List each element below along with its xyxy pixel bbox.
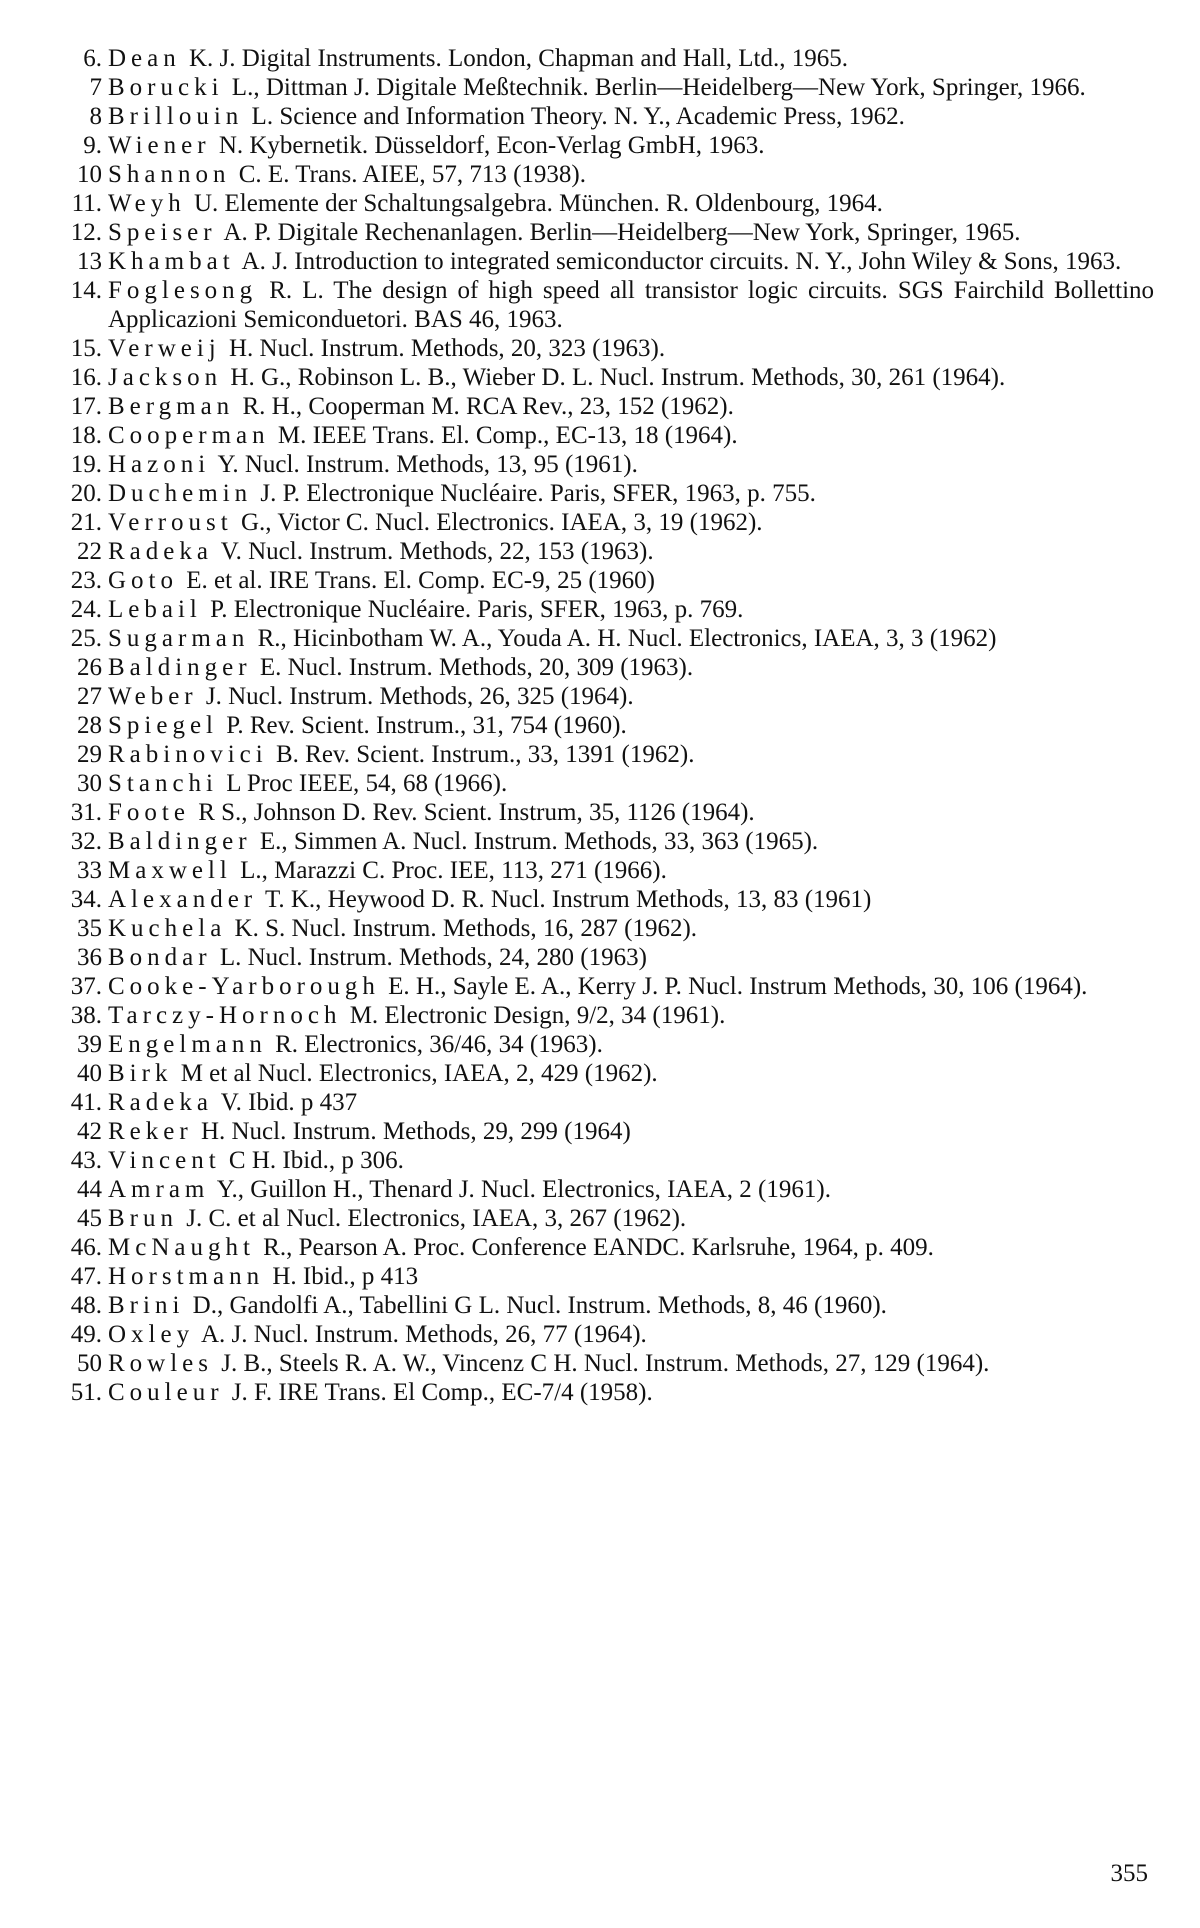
reference-item — [58, 189, 1154, 218]
reference-number: 36 — [77, 944, 102, 971]
reference-text: P. Electronique Nucléaire. Paris, SFER, 1963, p. 769. — [210, 596, 744, 623]
reference-list — [58, 44, 1154, 1407]
reference-text: L., Marazzi C. Proc. IEE, 113, 271 (1966). — [240, 857, 667, 884]
reference-first-author: Tarczy-Hornoch — [108, 1002, 342, 1029]
reference-text: V. Ibid. p 437 — [220, 1089, 358, 1116]
reference-first-author: Brillouin — [108, 103, 244, 130]
reference-number: 31. — [70, 799, 102, 826]
reference-text: H. G., Robinson L. B., Wieber D. L. Nucl. Instrum. Methods, 30, 261 (1964). — [230, 364, 1006, 391]
reference-first-author: Khambat — [108, 248, 235, 275]
reference-number: 40 — [77, 1060, 102, 1087]
reference-item — [58, 392, 1154, 421]
reference-text: R. H., Cooperman M. RCA Rev., 23, 152 (1962). — [242, 393, 734, 420]
reference-item — [58, 218, 1154, 247]
reference-item — [58, 1204, 1154, 1233]
reference-number: 32. — [70, 828, 102, 855]
reference-item — [58, 769, 1154, 798]
reference-first-author: Verweij — [108, 335, 221, 362]
reference-text: E. et al. IRE Trans. El. Comp. EC-9, 25 (1960) — [186, 567, 655, 594]
reference-number: 15. — [70, 335, 102, 362]
reference-text: R. L. The design of high speed all transistor logic circuits. SGS Fairchild Bollettino Applicazioni Semiconduetori. BAS 46, 1963. — [108, 277, 1155, 333]
reference-item — [58, 711, 1154, 740]
reference-text: E. Nucl. Instrum. Methods, 20, 309 (1963). — [259, 654, 694, 681]
reference-text: B. Rev. Scient. Instrum., 33, 1391 (1962). — [275, 741, 695, 768]
reference-first-author: McNaught — [108, 1234, 255, 1261]
reference-number: 21. — [70, 509, 102, 536]
reference-first-author: Baldinger — [108, 654, 252, 681]
reference-first-author: Brun — [108, 1205, 178, 1232]
reference-first-author: Spiegel — [108, 712, 218, 739]
reference-number: 9. — [83, 132, 102, 159]
reference-text: L. Nucl. Instrum. Methods, 24, 280 (1963) — [219, 944, 647, 971]
reference-item — [58, 1320, 1154, 1349]
reference-number: 12. — [70, 219, 102, 246]
reference-item — [58, 479, 1154, 508]
reference-item — [58, 595, 1154, 624]
reference-text: J. C. et al Nucl. Electronics, IAEA, 3, 267 (1962). — [186, 1205, 687, 1232]
reference-text: K. S. Nucl. Instrum. Methods, 16, 287 (1962). — [234, 915, 698, 942]
reference-text: H. Nucl. Instrum. Methods, 20, 323 (1963). — [229, 335, 666, 362]
reference-text: C H. Ibid., p 306. — [228, 1147, 404, 1174]
reference-first-author: Dean — [108, 45, 181, 72]
reference-first-author: Baldinger — [108, 828, 252, 855]
reference-item — [58, 508, 1154, 537]
reference-item — [58, 334, 1154, 363]
reference-number: 50 — [77, 1350, 102, 1377]
reference-text: U. Elemente der Schaltungsalgebra. München. R. Oldenbourg, 1964. — [193, 190, 883, 217]
reference-first-author: Sugarman — [108, 625, 250, 652]
reference-first-author: Bondar — [108, 944, 212, 971]
reference-first-author: Maxwell — [108, 857, 232, 884]
reference-item — [58, 537, 1154, 566]
reference-text: J. B., Steels R. A. W., Vincenz C H. Nucl. Instrum. Methods, 27, 129 (1964). — [221, 1350, 990, 1377]
reference-first-author: Jackson — [108, 364, 223, 391]
reference-number: 10 — [77, 161, 102, 188]
reference-text: R. Electronics, 36/46, 34 (1963). — [275, 1031, 603, 1058]
reference-number: 51. — [70, 1379, 102, 1406]
reference-text: H. Nucl. Instrum. Methods, 29, 299 (1964) — [200, 1118, 631, 1145]
reference-item — [58, 1030, 1154, 1059]
page-number: 355 — [1110, 1860, 1148, 1887]
reference-text: M. IEEE Trans. El. Comp., EC-13, 18 (1964). — [277, 422, 738, 449]
reference-text: L Proc IEEE, 54, 68 (1966). — [226, 770, 508, 797]
reference-first-author: Foote — [108, 799, 190, 826]
reference-item — [58, 914, 1154, 943]
reference-item — [58, 740, 1154, 769]
reference-first-author: Horstmann — [108, 1263, 265, 1290]
reference-item — [58, 450, 1154, 479]
reference-text: J. Nucl. Instrum. Methods, 26, 325 (1964). — [205, 683, 634, 710]
reference-text: J. P. Electronique Nucléaire. Paris, SFER, 1963, p. 755. — [260, 480, 816, 507]
reference-number: 46. — [70, 1234, 102, 1261]
reference-number: 19. — [70, 451, 102, 478]
reference-text: R., Pearson A. Proc. Conference EANDC. Karlsruhe, 1964, p. 409. — [263, 1234, 934, 1261]
reference-item — [58, 1117, 1154, 1146]
reference-item — [58, 1378, 1154, 1407]
reference-first-author: Rabinovici — [108, 741, 268, 768]
reference-item — [58, 276, 1154, 334]
reference-text: C. E. Trans. AIEE, 57, 713 (1938). — [238, 161, 586, 188]
reference-first-author: Radeka — [108, 538, 213, 565]
reference-item — [58, 1233, 1154, 1262]
reference-first-author: Hazoni — [108, 451, 211, 478]
reference-number: 43. — [70, 1147, 102, 1174]
reference-item — [58, 1088, 1154, 1117]
reference-item — [58, 131, 1154, 160]
reference-first-author: Speiser — [108, 219, 217, 246]
reference-number: 30 — [77, 770, 102, 797]
reference-item — [58, 1291, 1154, 1320]
reference-number: 33 — [77, 857, 102, 884]
reference-first-author: Brini — [108, 1292, 185, 1319]
reference-number: 13 — [77, 248, 102, 275]
reference-text: H. Ibid., p 413 — [272, 1263, 419, 1290]
reference-number: 17. — [70, 393, 102, 420]
reference-text: M et al Nucl. Electronics, IAEA, 2, 429 (1962). — [180, 1060, 658, 1087]
reference-first-author: Weyh — [108, 190, 186, 217]
reference-item — [58, 566, 1154, 595]
reference-first-author: Foglesong — [108, 277, 258, 304]
reference-number: 42 — [77, 1118, 102, 1145]
reference-first-author: Kuchela — [108, 915, 227, 942]
reference-first-author: Shannon — [108, 161, 231, 188]
reference-item — [58, 827, 1154, 856]
reference-number: 34. — [70, 886, 102, 913]
reference-text: P. Rev. Scient. Instrum., 31, 754 (1960). — [226, 712, 627, 739]
reference-number: 26 — [77, 654, 102, 681]
reference-text: A. P. Digitale Rechenanlagen. Berlin—Heidelberg—New York, Springer, 1965. — [223, 219, 1021, 246]
reference-number: 22 — [77, 538, 102, 565]
reference-number: 24. — [70, 596, 102, 623]
reference-number: 35 — [77, 915, 102, 942]
reference-number: 18. — [70, 422, 102, 449]
reference-number: 23. — [70, 567, 102, 594]
reference-text: D., Gandolfi A., Tabellini G L. Nucl. Instrum. Methods, 8, 46 (1960). — [192, 1292, 887, 1319]
reference-number: 8 — [89, 103, 102, 130]
reference-text: Y., Guillon H., Thenard J. Nucl. Electronics, IAEA, 2 (1961). — [216, 1176, 831, 1203]
reference-number: 38. — [70, 1002, 102, 1029]
reference-text: L., Dittman J. Digitale Meßtechnik. Berlin—Heidelberg—New York, Springer, 1966. — [231, 74, 1086, 101]
reference-item — [58, 102, 1154, 131]
reference-item — [58, 1262, 1154, 1291]
reference-item — [58, 1001, 1154, 1030]
reference-number: 48. — [70, 1292, 102, 1319]
reference-text: L. Science and Information Theory. N. Y., Academic Press, 1962. — [251, 103, 905, 130]
reference-number: 16. — [70, 364, 102, 391]
reference-first-author: Couleur — [108, 1379, 224, 1406]
reference-first-author: Engelmann — [108, 1031, 267, 1058]
reference-item — [58, 1349, 1154, 1378]
reference-item — [58, 798, 1154, 827]
reference-number: 7 — [89, 74, 102, 101]
reference-text: A. J. Introduction to integrated semiconductor circuits. N. Y., John Wiley & Sons, 1963. — [241, 248, 1122, 275]
reference-item — [58, 653, 1154, 682]
reference-text: G., Victor C. Nucl. Electronics. IAEA, 3, 19 (1962). — [240, 509, 763, 536]
reference-first-author: Amram — [108, 1176, 210, 1203]
reference-item — [58, 1059, 1154, 1088]
reference-item — [58, 44, 1154, 73]
reference-item — [58, 624, 1154, 653]
reference-first-author: Rowles — [108, 1350, 213, 1377]
reference-number: 11. — [71, 190, 102, 217]
reference-number: 28 — [77, 712, 102, 739]
reference-item — [58, 160, 1154, 189]
reference-first-author: Cooke-Yarborough — [108, 973, 380, 1000]
reference-item — [58, 856, 1154, 885]
reference-first-author: Oxley — [108, 1321, 195, 1348]
reference-number: 49. — [70, 1321, 102, 1348]
reference-text: J. F. IRE Trans. El Comp., EC-7/4 (1958). — [231, 1379, 653, 1406]
reference-first-author: Borucki — [108, 74, 224, 101]
reference-text: T. K., Heywood D. R. Nucl. Instrum Methods, 13, 83 (1961) — [264, 886, 872, 913]
reference-item — [58, 1146, 1154, 1175]
reference-item — [58, 73, 1154, 102]
reference-number: 6. — [83, 45, 102, 72]
reference-item — [58, 1175, 1154, 1204]
reference-first-author: Reker — [108, 1118, 193, 1145]
reference-number: 29 — [77, 741, 102, 768]
reference-first-author: Lebail — [108, 596, 202, 623]
reference-first-author: Stanchi — [108, 770, 218, 797]
reference-text: A. J. Nucl. Instrum. Methods, 26, 77 (1964). — [200, 1321, 647, 1348]
reference-number: 41. — [70, 1089, 102, 1116]
reference-first-author: Verroust — [108, 509, 233, 536]
reference-text: V. Nucl. Instrum. Methods, 22, 153 (1963). — [220, 538, 654, 565]
reference-number: 37. — [70, 973, 102, 1000]
reference-number: 39 — [77, 1031, 102, 1058]
reference-text: R S., Johnson D. Rev. Scient. Instrum, 35, 1126 (1964). — [198, 799, 755, 826]
reference-first-author: Alexander — [108, 886, 258, 913]
reference-text: R., Hicinbotham W. A., Youda A. H. Nucl. Electronics, IAEA, 3, 3 (1962) — [257, 625, 997, 652]
reference-number: 44 — [77, 1176, 102, 1203]
reference-number: 47. — [70, 1263, 102, 1290]
reference-first-author: Weber — [108, 683, 198, 710]
reference-item — [58, 682, 1154, 711]
reference-text: Y. Nucl. Instrum. Methods, 13, 95 (1961). — [217, 451, 638, 478]
reference-item — [58, 363, 1154, 392]
reference-item — [58, 885, 1154, 914]
reference-number: 45 — [77, 1205, 102, 1232]
reference-number: 20. — [70, 480, 102, 507]
reference-first-author: Bergman — [108, 393, 235, 420]
reference-item — [58, 972, 1154, 1001]
reference-first-author: Vincent — [108, 1147, 221, 1174]
reference-text: E. H., Sayle E. A., Kerry J. P. Nucl. Instrum Methods, 30, 106 (1964). — [388, 973, 1088, 1000]
reference-first-author: Goto — [108, 567, 178, 594]
reference-item — [58, 421, 1154, 450]
reference-first-author: Radeka — [108, 1089, 213, 1116]
reference-first-author: Duchemin — [108, 480, 253, 507]
reference-text: M. Electronic Design, 9/2, 34 (1961). — [349, 1002, 726, 1029]
reference-number: 25. — [70, 625, 102, 652]
reference-number: 27 — [77, 683, 102, 710]
reference-first-author: Wiener — [108, 132, 211, 159]
reference-text: E., Simmen A. Nucl. Instrum. Methods, 33, 363 (1965). — [259, 828, 819, 855]
reference-item — [58, 247, 1154, 276]
reference-first-author: Cooperman — [108, 422, 270, 449]
reference-item — [58, 943, 1154, 972]
reference-first-author: Birk — [108, 1060, 173, 1087]
reference-text: N. Kybernetik. Düsseldorf, Econ-Verlag GmbH, 1963. — [218, 132, 765, 159]
reference-number: 14. — [70, 277, 102, 304]
reference-text: K. J. Digital Instruments. London, Chapman and Hall, Ltd., 1965. — [189, 45, 848, 72]
